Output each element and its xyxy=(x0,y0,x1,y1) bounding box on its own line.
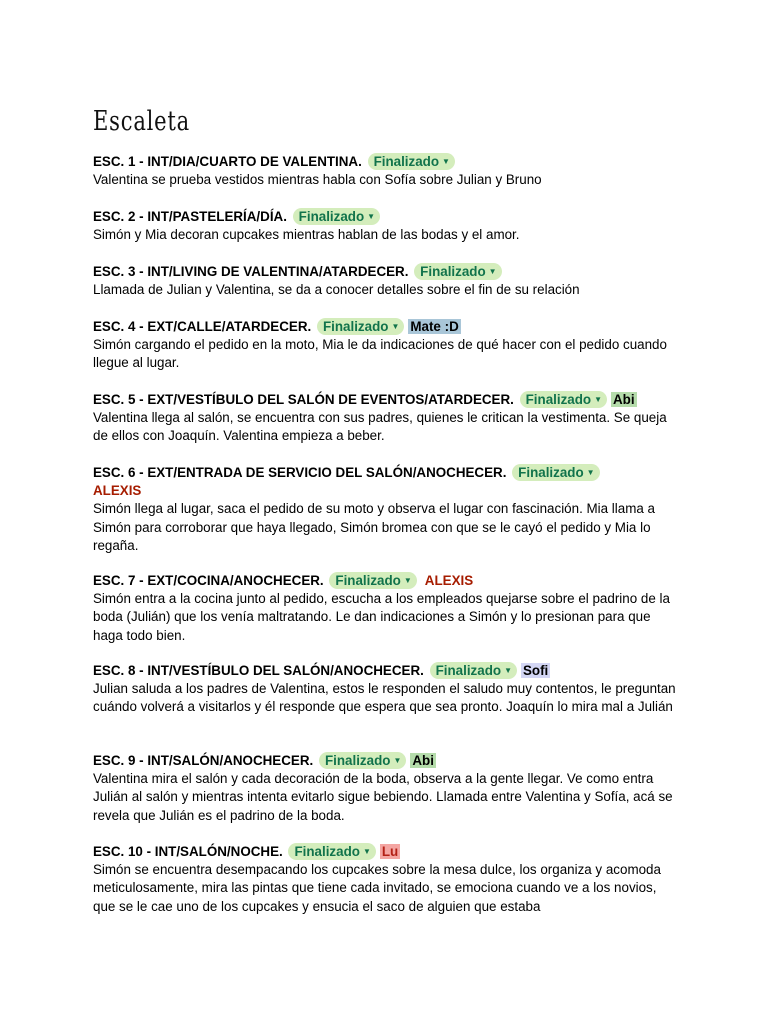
status-dropdown[interactable] xyxy=(288,843,375,860)
scene-description: Valentina llega al salón, se encuentra con sus padres, quienes le critican la vestimenta. Se queja de ellos con Joaquín. Valentina empieza a beber. xyxy=(93,410,667,444)
status-label: Finalizado xyxy=(298,209,365,224)
chevron-down-icon: ▼ xyxy=(403,576,412,585)
status-label: Finalizado xyxy=(518,465,584,480)
status-label: Finalizado xyxy=(373,154,440,169)
scene-item xyxy=(93,263,678,299)
assignee-tag: Sofi xyxy=(522,663,549,678)
scene-description: Simón llega al lugar, saca el pedido de su moto y observa el lugar con fascinación. Mia llama a Simón para corroborar que haya llegado, Simón bromea con que se le cayó el pedido y Mia lo regaña. xyxy=(93,501,655,553)
status-dropdown[interactable] xyxy=(512,464,599,481)
scene-heading: ESC. 6 - EXT/ENTRADA DE SERVICIO DEL SALÓN/ANOCHECER. xyxy=(93,465,507,480)
scene-item xyxy=(93,391,678,446)
chevron-down-icon: ▼ xyxy=(391,322,400,331)
chevron-down-icon: ▼ xyxy=(488,267,497,276)
scene-item xyxy=(93,572,678,645)
scene-heading: ESC. 4 - EXT/CALLE/ATARDECER. xyxy=(93,319,312,334)
scene-heading: ESC. 5 - EXT/VESTÍBULO DEL SALÓN DE EVENTOS/ATARDECER. xyxy=(93,392,514,407)
chevron-down-icon: ▼ xyxy=(367,212,376,221)
scene-heading: ESC. 2 - INT/PASTELERÍA/DÍA. xyxy=(93,209,287,224)
scene-heading: ESC. 9 - INT/SALÓN/ANOCHECER. xyxy=(93,753,314,768)
chevron-down-icon: ▼ xyxy=(586,468,595,477)
status-label: Finalizado xyxy=(335,573,401,588)
chevron-down-icon: ▼ xyxy=(393,756,402,765)
scene-item xyxy=(93,464,678,555)
scene-heading: ESC. 8 - INT/VESTÍBULO DEL SALÓN/ANOCHECER. xyxy=(93,663,424,678)
assignee-tag: ALEXIS xyxy=(93,483,142,499)
chevron-down-icon: ▼ xyxy=(594,395,603,404)
chevron-down-icon: ▼ xyxy=(362,847,371,856)
scene-item xyxy=(93,208,678,244)
chevron-down-icon: ▼ xyxy=(504,666,512,675)
status-dropdown[interactable] xyxy=(329,572,416,589)
status-dropdown[interactable] xyxy=(414,263,501,280)
status-label: Finalizado xyxy=(525,392,592,407)
assignee-tag: Abi xyxy=(613,392,635,407)
chevron-down-icon: ▼ xyxy=(442,157,450,166)
scene-description: Valentina se prueba vestidos mientras habla con Sofía sobre Julian y Bruno xyxy=(93,172,542,188)
assignee-tag: ALEXIS xyxy=(424,573,474,588)
status-dropdown[interactable] xyxy=(368,153,455,170)
assignee-tag: Lu xyxy=(381,844,399,859)
scene-heading: ESC. 3 - INT/LIVING DE VALENTINA/ATARDECER. xyxy=(93,264,409,279)
scene-description: Julian saluda a los padres de Valentina, estos le responden el saludo muy contentos, le preguntan cuándo volverá a visitarlos y él responde que espera que sea pronto. Joaquín lo mira mal a Julián xyxy=(93,681,676,715)
scene-description: Simón y Mia decoran cupcakes mientras hablan de las bodas y el amor. xyxy=(93,227,520,243)
status-dropdown[interactable] xyxy=(430,662,517,679)
status-label: Finalizado xyxy=(294,844,360,859)
scene-heading: ESC. 1 - INT/DIA/CUARTO DE VALENTINA. xyxy=(93,154,362,169)
scene-description: Llamada de Julian y Valentina, se da a conocer detalles sobre el fin de su relación xyxy=(93,282,580,298)
scene-description: Simón cargando el pedido en la moto, Mia le da indicaciones de qué hacer con el pedido cuando llegue al lugar. xyxy=(93,337,667,371)
assignee-tag: Abi xyxy=(412,753,434,768)
status-label: Finalizado xyxy=(322,319,389,334)
status-label: Finalizado xyxy=(324,753,391,768)
scene-description: Simón entra a la cocina junto al pedido, escucha a los empleados quejarse sobre el padrino de la boda (Julián) que los venía maltratando. Le dan indicaciones a Simón y lo presionan para que haga todo bien. xyxy=(93,591,670,643)
scene-item xyxy=(93,153,678,189)
scene-heading: ESC. 7 - EXT/COCINA/ANOCHECER. xyxy=(93,573,324,588)
status-label: Finalizado xyxy=(435,663,502,678)
scene-item xyxy=(93,843,678,916)
scene-item xyxy=(93,752,678,825)
status-dropdown[interactable] xyxy=(520,391,607,408)
document-title: Escaleta xyxy=(93,106,191,138)
scene-item xyxy=(93,662,678,717)
status-dropdown[interactable] xyxy=(293,208,380,225)
assignee-tag: Mate :D xyxy=(410,319,459,334)
status-dropdown[interactable] xyxy=(317,318,404,335)
scene-item xyxy=(93,318,678,373)
scene-description: Valentina mira el salón y cada decoración de la boda, observa a la gente llegar. Ve como entra Julián al salón y mientras intenta evitarlo sigue bebiendo. Llamada entre Valentina y Sofía, acá se revela que Julián es el padrino de la boda. xyxy=(93,771,673,823)
scene-description: Simón se encuentra desempacando los cupcakes sobre la mesa dulce, los organiza y acomoda meticulosamente, mira las pintas que tiene cada invitado, se emociona cuando ve a los novios, que se le cae uno de los cupcakes y ensucia el saco de alguien que estaba xyxy=(93,862,661,914)
scene-heading: ESC. 10 - INT/SALÓN/NOCHE. xyxy=(93,844,283,859)
status-label: Finalizado xyxy=(420,264,486,279)
status-dropdown[interactable] xyxy=(319,752,406,769)
